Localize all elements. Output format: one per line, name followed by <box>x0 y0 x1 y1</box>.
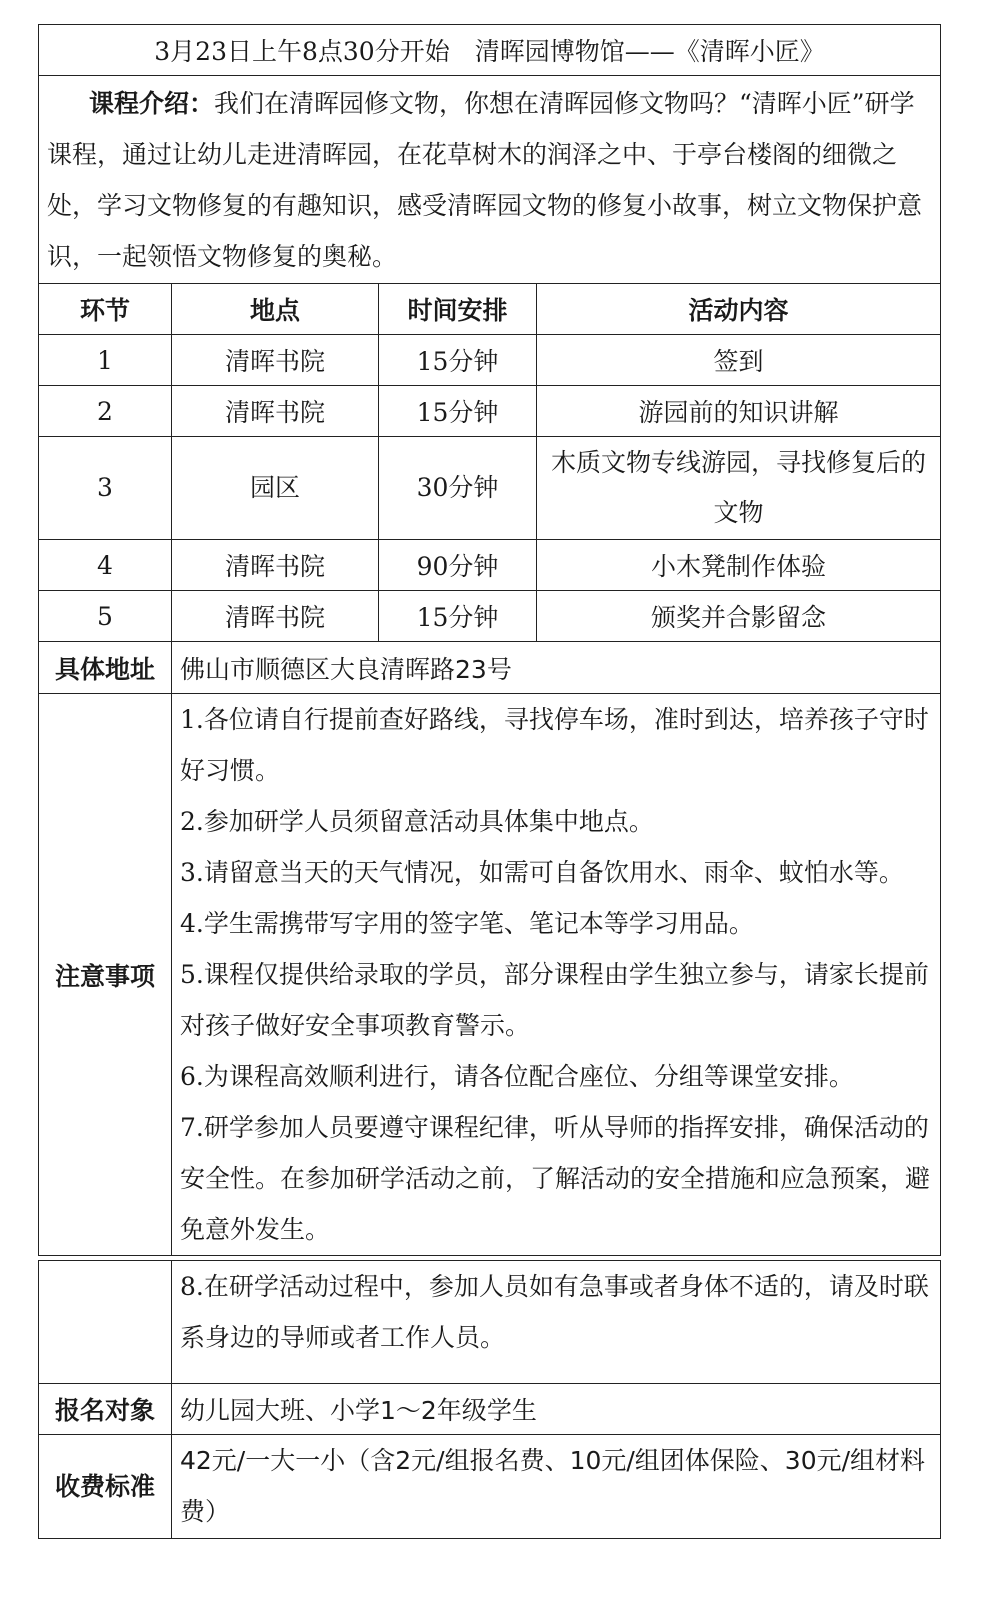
step-cell: 2 <box>39 386 172 437</box>
course-table-continued <box>38 1260 941 1539</box>
target-value: 幼儿园大班、小学1～2年级学生 <box>172 1384 941 1435</box>
header-time: 时间安排 <box>379 284 537 335</box>
note-item: 2.参加研学人员须留意活动具体集中地点。 <box>180 807 654 836</box>
note8-row <box>39 1261 941 1384</box>
place-cell: 清晖书院 <box>172 386 379 437</box>
course-intro <box>39 76 941 284</box>
table-row <box>39 386 941 437</box>
fee-row <box>39 1435 941 1539</box>
notes-label: 注意事项 <box>39 694 172 1256</box>
note-item: 3.请留意当天的天气情况，如需可自备饮用水、雨伞、蚊怕水等。 <box>180 858 904 887</box>
table-row <box>39 437 941 540</box>
step-cell: 5 <box>39 591 172 642</box>
activity-cell: 小木凳制作体验 <box>537 540 941 591</box>
table-row <box>39 591 941 642</box>
place-cell: 清晖书院 <box>172 591 379 642</box>
notes-list <box>172 694 941 1256</box>
note-item: 7.研学参加人员要遵守课程纪律，听从导师的指挥安排，确保活动的安全性。在参加研学活动之前，了解活动的安全措施和应急预案，避免意外发生。 <box>180 1113 931 1244</box>
header-step: 环节 <box>39 284 172 335</box>
activity-cell: 颁奖并合影留念 <box>537 591 941 642</box>
intro-text: 我们在清晖园修文物，你想在清晖园修文物吗？“清晖小匠”研学课程，通过让幼儿走进清晖园，在花草树木的润泽之中、于亭台楼阁的细微之处，学习文物修复的有趣知识，感受清晖园文物的修复小故事，树立文物保护意识，一起领悟文物修复的奥秘。 <box>47 89 923 271</box>
target-label: 报名对象 <box>39 1384 172 1435</box>
intro-label: 课程介绍： <box>89 89 215 118</box>
time-cell: 30分钟 <box>379 437 537 540</box>
place-cell: 园区 <box>172 437 379 540</box>
activity-cell: 签到 <box>537 335 941 386</box>
table-row <box>39 540 941 591</box>
time-cell: 15分钟 <box>379 335 537 386</box>
note-item: 6.为课程高效顺利进行，请各位配合座位、分组等课堂安排。 <box>180 1062 854 1091</box>
header-activity: 活动内容 <box>537 284 941 335</box>
activity-cell: 游园前的知识讲解 <box>537 386 941 437</box>
schedule-header <box>39 284 941 335</box>
intro-row <box>39 76 941 284</box>
place-cell: 清晖书院 <box>172 540 379 591</box>
empty-label-cell <box>39 1261 172 1384</box>
notes-row <box>39 694 941 1256</box>
table-row <box>39 335 941 386</box>
place-cell: 清晖书院 <box>172 335 379 386</box>
title-row <box>39 25 941 76</box>
time-cell: 15分钟 <box>379 386 537 437</box>
document <box>38 24 940 1539</box>
note-item: 5.课程仅提供给录取的学员，部分课程由学生独立参与，请家长提前对孩子做好安全事项教育警示。 <box>180 960 929 1040</box>
step-cell: 3 <box>39 437 172 540</box>
address-label: 具体地址 <box>39 642 172 694</box>
course-table <box>38 24 941 1256</box>
activity-cell: 木质文物专线游园，寻找修复后的文物 <box>537 437 941 540</box>
time-cell: 15分钟 <box>379 591 537 642</box>
fee-value: 42元/一大一小（含2元/组报名费、10元/组团体保险、30元/组材料费） <box>172 1435 941 1539</box>
address-value: 佛山市顺德区大良清晖路23号 <box>172 642 941 694</box>
address-row <box>39 642 941 694</box>
note-item: 1.各位请自行提前查好路线，寻找停车场，准时到达，培养孩子守时好习惯。 <box>180 705 929 785</box>
note-item: 8.在研学活动过程中，参加人员如有急事或者身体不适的，请及时联系身边的导师或者工作人员。 <box>172 1261 941 1384</box>
page-title: 3月23日上午8点30分开始 清晖园博物馆——《清晖小匠》 <box>39 25 941 76</box>
step-cell: 1 <box>39 335 172 386</box>
fee-label: 收费标准 <box>39 1435 172 1539</box>
time-cell: 90分钟 <box>379 540 537 591</box>
target-row <box>39 1384 941 1435</box>
header-place: 地点 <box>172 284 379 335</box>
note-item: 4.学生需携带写字用的签字笔、笔记本等学习用品。 <box>180 909 754 938</box>
step-cell: 4 <box>39 540 172 591</box>
